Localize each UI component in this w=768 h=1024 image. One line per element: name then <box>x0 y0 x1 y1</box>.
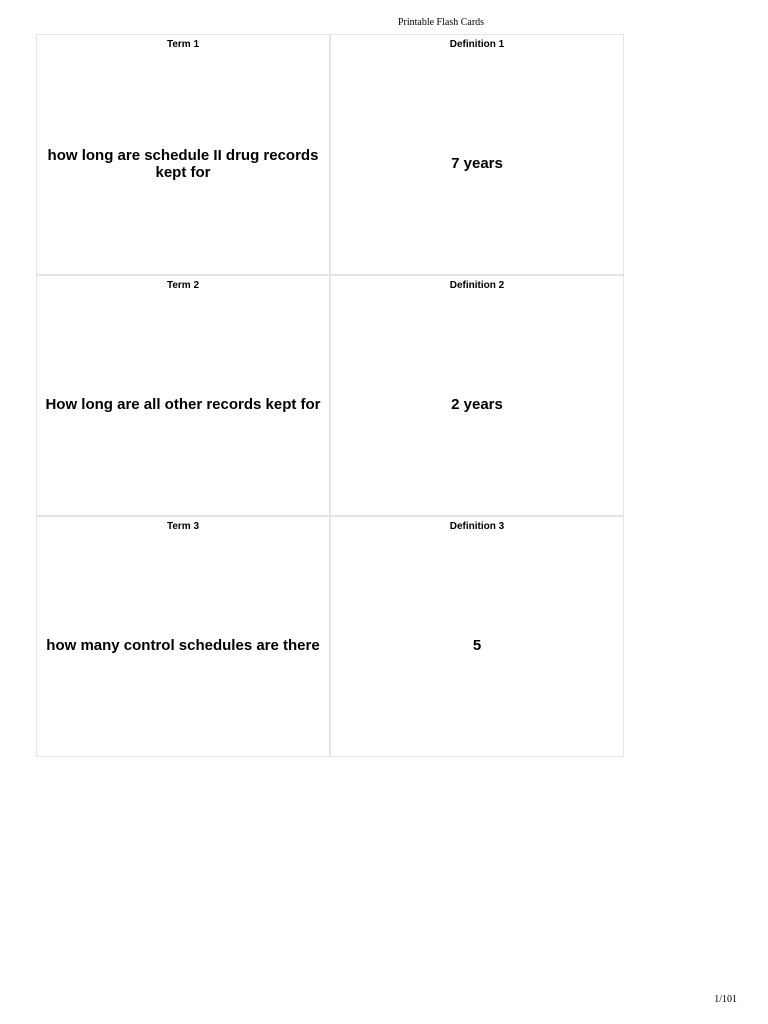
term-body <box>37 53 329 274</box>
term-text: how many control schedules are there <box>46 637 320 654</box>
term-label: Term 1 <box>166 39 200 50</box>
page-title: Printable Flash Cards <box>397 17 485 28</box>
term-label: Term 2 <box>166 280 200 291</box>
definition-card <box>330 34 624 275</box>
flash-card-grid <box>36 34 624 757</box>
page-counter: 1/101 <box>714 994 737 1005</box>
definition-text: 7 years <box>451 155 503 172</box>
definition-label: Definition 1 <box>449 39 505 50</box>
definition-text: 2 years <box>451 396 503 413</box>
definition-body <box>331 294 623 515</box>
definition-card <box>330 275 624 516</box>
definition-body <box>331 535 623 756</box>
definition-card <box>330 516 624 757</box>
term-card <box>36 34 330 275</box>
definition-label: Definition 3 <box>449 521 505 532</box>
term-text: How long are all other records kept for <box>45 396 321 413</box>
term-card <box>36 275 330 516</box>
term-body <box>37 535 329 756</box>
definition-body <box>331 53 623 274</box>
term-text: how long are schedule II drug records kept for <box>47 146 319 181</box>
definition-label: Definition 2 <box>449 280 505 291</box>
definition-text: 5 <box>472 637 482 654</box>
flash-card-row <box>36 275 624 516</box>
term-card <box>36 516 330 757</box>
flash-card-row <box>36 516 624 757</box>
term-label: Term 3 <box>166 521 200 532</box>
term-body <box>37 294 329 515</box>
flash-card-row <box>36 34 624 275</box>
